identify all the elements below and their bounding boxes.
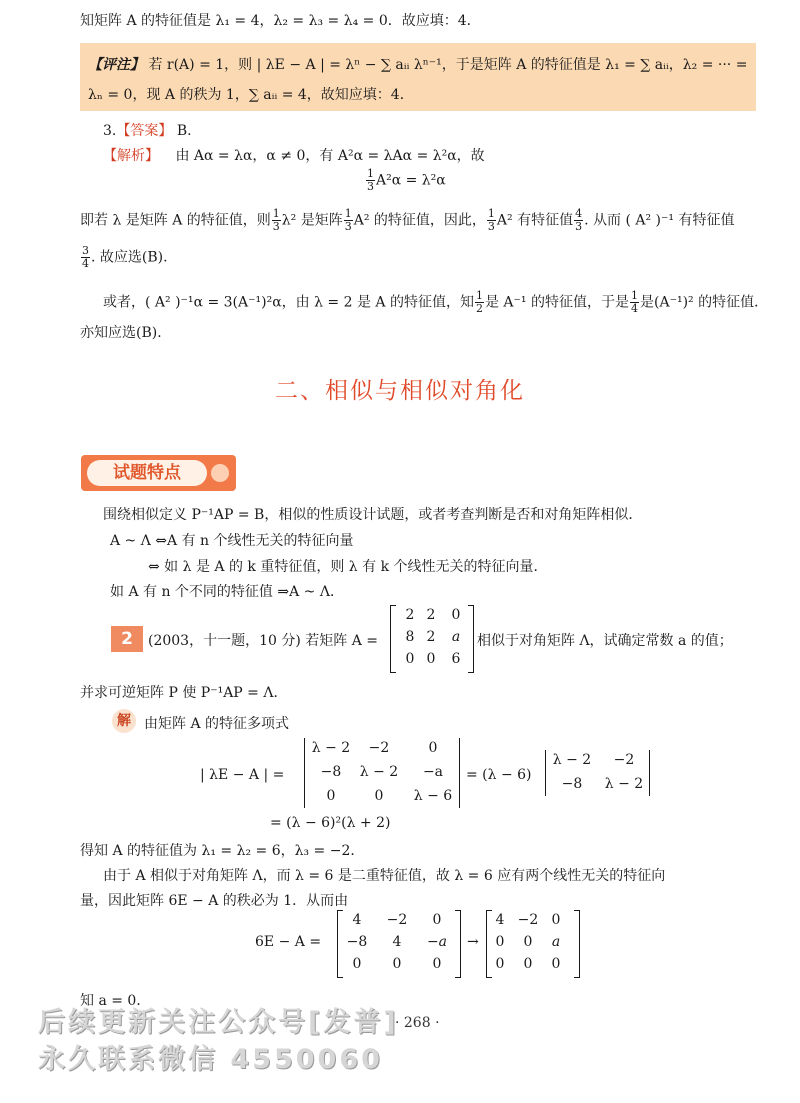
commentary-text-1: 若 r(A) = 1，则 | λE − A | = λⁿ − ∑ aᵢᵢ λⁿ⁻¹，于是矩阵 A 的特征值是 λ₁ = ∑ aᵢᵢ，λ₂ = ··· =: [148, 57, 748, 73]
badge-dot-icon: [211, 464, 229, 482]
answer-label: 【答案】: [116, 123, 173, 139]
formula-text: A²α = λ²α: [376, 172, 446, 189]
solution-intro: 由矩阵 A 的特征多项式: [144, 716, 290, 732]
commentary-line-2: λₙ = 0，现 A 的秩为 1，∑ aᵢᵢ = 4，故知应填：4．: [88, 87, 414, 103]
problem-source: (2003，十一题，10 分) 若矩阵 A =: [148, 633, 379, 649]
analysis-text: 由 Aα = λα，α ≠ 0，有 A²α = λAα = λ²α，故: [175, 148, 485, 164]
determinant-2x2: λ − 2 −2 −8 λ − 2: [543, 750, 653, 798]
conclusion: 知 a = 0．: [80, 993, 151, 1009]
watermark-line-2: 永久联系微信 4550060: [38, 1044, 383, 1075]
inverse-expr: ( A² )⁻¹: [625, 212, 675, 229]
commentary-box: [80, 43, 756, 111]
problem-tail: 相似于对角矩阵 Λ，试确定常数 a 的值；: [477, 633, 733, 649]
q3-paragraph-1: 即若 λ 是矩阵 A 的特征值，则 $\frac{1}{3}$ λ² 是矩阵 $\frac{1}{3}$ A² 的特征值，因此， $\frac{1}{3}$ A² 有特征值 $\frac{4}{3}$ . 从而 ( A² )⁻¹ 有特征值: [80, 207, 735, 233]
q3-paragraph-1-cont: $\frac{3}{4}$ . 故应选(B).: [82, 244, 168, 270]
centered-formula: $\frac{1}{3}$ A²α = λ²α: [367, 167, 446, 193]
features-line-4: 如 A 有 n 个不同的特征值 ⇒A ~ Λ．: [110, 584, 344, 600]
det-lhs: | λE − A | =: [200, 767, 285, 783]
reason-line-1: 由于 A 相似于对角矩阵 Λ，而 λ = 6 是二重特征值，故 λ = 6 应有两个线性无关的特征向: [103, 868, 666, 884]
commentary-label: 【评注】: [88, 57, 144, 73]
solution-icon: 解: [112, 709, 136, 733]
commentary-line-1: [88, 54, 747, 74]
features-line-1: 围绕相似定义 P⁻¹AP = B，相似的性质设计试题，或者考查判断是否和对角矩阵相似．: [103, 507, 643, 523]
analysis-label: 【解析】: [103, 148, 159, 164]
q3-analysis-line: [103, 145, 485, 165]
row-reduce-arrow: →: [467, 934, 479, 950]
det-mid: = (λ − 6): [466, 767, 532, 783]
det-result: = (λ − 6)²(λ + 2): [270, 815, 391, 831]
matrix-reduced: 4 −2 0 0 0 a 0 0 0: [486, 910, 582, 978]
features-line-3: ⇔ 如 λ 是 A 的 k 重特征值，则 λ 有 k 个线性无关的特征向量．: [148, 559, 548, 575]
q3-paragraph-2: 或者，( A² )⁻¹α = 3(A⁻¹)²α，由 λ = 2 是 A 的特征值，知 $\frac{1}{2}$ 是 A⁻¹ 的特征值，于是 $\frac{1}{4}$ 是(A⁻¹)² 的特征值．: [103, 289, 769, 315]
problem-line-2: 并求可逆矩阵 P 使 P⁻¹AP = Λ．: [80, 685, 288, 701]
matrix-lhs: 6E − A =: [255, 934, 322, 950]
problem-number: 2: [111, 626, 143, 652]
eigen-line: 得知 A 的特征值为 λ₁ = λ₂ = 6，λ₃ = −2．: [80, 843, 365, 859]
problem-matrix: 2 2 0 8 2 a 0 0 6: [390, 605, 475, 673]
q3-number: 3.: [103, 123, 117, 139]
q3-answer-line: [103, 120, 192, 140]
determinant-3x3: λ − 2 −2 0 −8 λ − 2 −a 0 0 λ − 6: [302, 738, 462, 810]
features-badge-label: 试题特点: [87, 460, 207, 486]
section-title: 二、相似与相似对角化: [275, 378, 525, 404]
watermark-line-1: 后续更新关注公众号[发普]: [38, 1007, 399, 1038]
answer-value: B.: [176, 123, 192, 139]
features-badge: [81, 455, 236, 491]
page-number: · 268 ·: [395, 1015, 440, 1031]
q3-paragraph-2-end: 亦知应选(B)．: [80, 325, 172, 341]
features-line-2: A ~ Λ ⇔A 有 n 个线性无关的特征向量: [110, 533, 354, 549]
reason-line-2: 量，因此矩阵 6E − A 的秩必为 1．从而由: [80, 893, 349, 909]
top-line: 知矩阵 A 的特征值是 λ₁ = 4，λ₂ = λ₃ = λ₄ = 0．故应填：4．: [80, 13, 481, 29]
matrix-6E-minus-A: 4 −2 0 −8 4 −a 0 0 0: [337, 910, 463, 978]
